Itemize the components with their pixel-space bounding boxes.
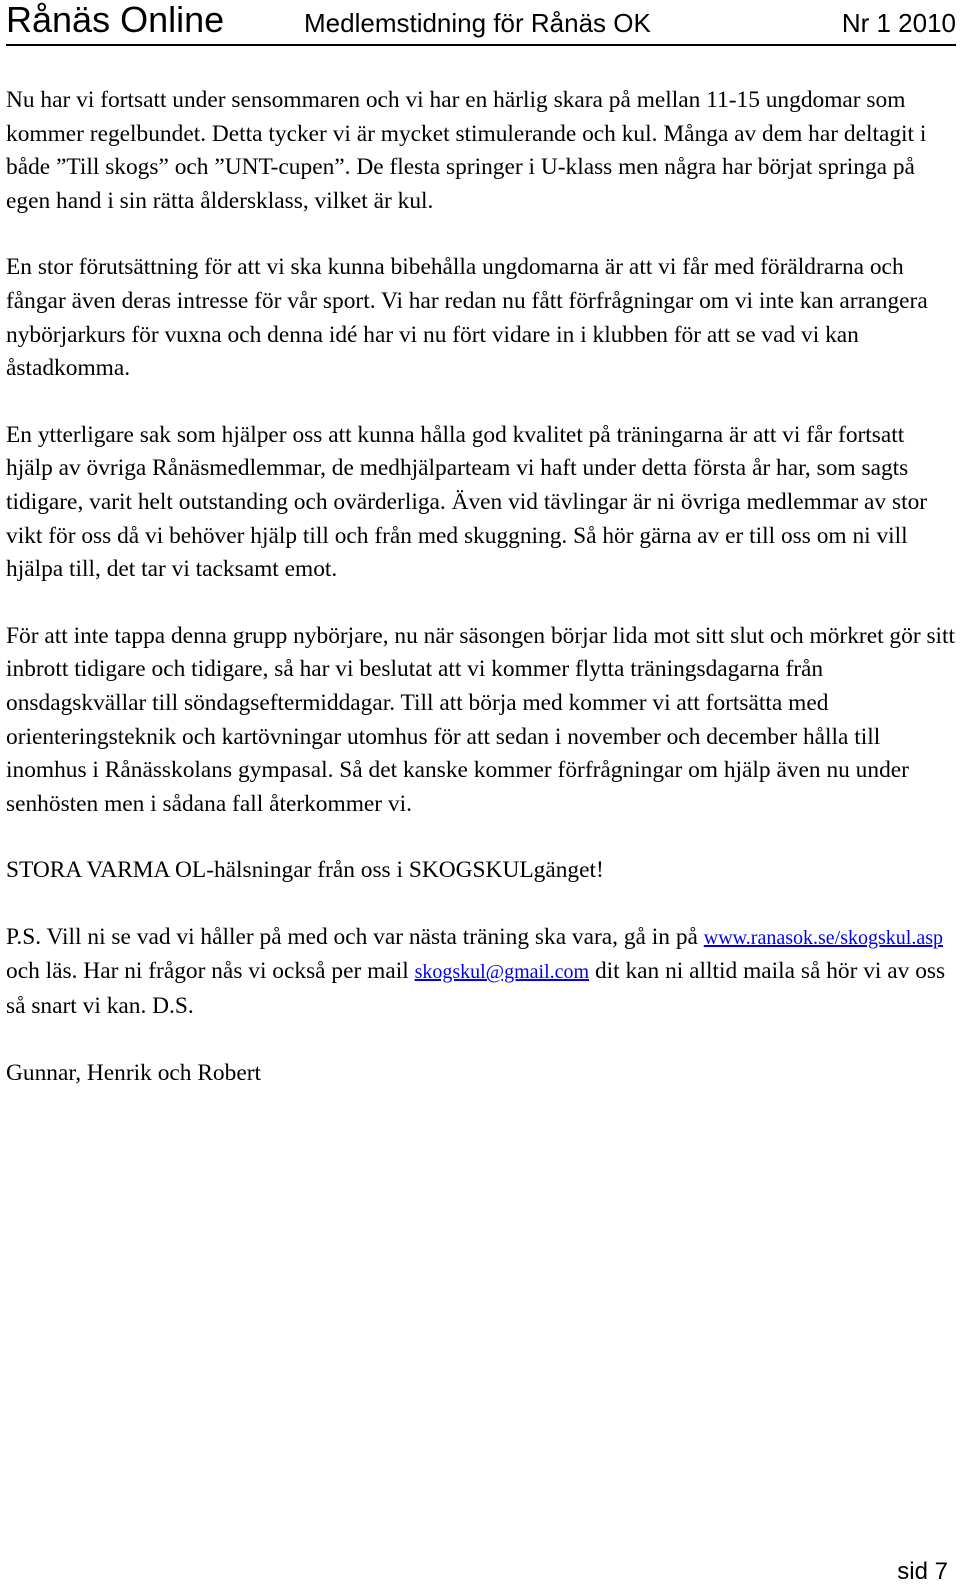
newsletter-subtitle: Medlemstidning för Rånäs OK [304, 8, 651, 38]
greeting-paragraph: STORA VARMA OL-hälsningar från oss i SKOGSKULgänget! [6, 857, 604, 884]
newsletter-title: Rånäs Online [6, 0, 225, 40]
skogskul-website-link[interactable]: www.ranasok.se/skogskul.asp [703, 926, 943, 949]
signature: Gunnar, Henrik och Robert [6, 1059, 261, 1086]
postscript-paragraph [6, 921, 956, 1024]
paragraph-2: En stor förutsättning för att vi ska kunna bibehålla ungdomarna är att vi får med föräldrarna och fångar även deras intresse för vår sport. Vi har redan nu fått förfrågningar om vi inte kan arrangera nybörjarkurs för vuxna och denna idé har vi nu fört vidare in i klubben för att se vad vi kan åstadkomma. [6, 254, 928, 382]
issue-number: Nr 1 2010 [841, 8, 956, 38]
paragraph-1: Nu har vi fortsatt under sensommaren och vi har en härlig skara på mellan 11-15 ungdomar som kommer regelbundet. Detta tycker vi är mycket stimulerande och kul. Många av dem har deltagit i både ”Till skogs” och ”UNT-cupen”. De flesta springer i U-klass men några har börjat springa på egen hand i sin rätta åldersklass, vilket är kul. [6, 87, 927, 214]
page-number: sid 7 [897, 1558, 948, 1585]
article-body [6, 84, 956, 1123]
paragraph-3: En ytterligare sak som hjälper oss att kunna hålla god kvalitet på träningarna är att vi får fortsatt hjälp av övriga Rånäsmedlemmar, de medhjälparteam vi haft under detta första år har, som sagts tidigare, varit helt outstanding och ovärderliga. Även vid tävlingar är ni övriga medlemmar av stor vikt för oss då vi behöver hjälp till och från med skuggning. Så hör gärna av er till oss om ni vill hjälpa till, det tar vi tacksamt emot. [6, 421, 928, 583]
paragraph-4: För att inte tappa denna grupp nybörjare, nu när säsongen börjar lida mot sitt slut och mörkret gör sitt inbrott tidigare och tidigare, så har vi beslutat att vi kommer flytta träningsdagarna från onsdagskvällar till söndagseftermiddagar. Till att börja med kommer vi att fortsätta med orienteringsteknik och kartövningar utomhus för att sedan i november och december hålla till inomhus i Rånässkolans gympasal. Så det kanske kommer förfrågningar om hjälp även nu under senhösten men i sådana fall återkommer vi. [6, 622, 956, 817]
postscript-middle: och läs. Har ni frågor nås vi också per mail [6, 958, 415, 985]
postscript-intro: P.S. Vill ni se vad vi håller på med och var nästa träning ska vara, gå in på [6, 923, 704, 950]
email-link[interactable]: skogskul@gmail.com [414, 961, 590, 984]
postscript-outro: dit kan ni alltid maila så hör vi av oss så snart vi kan. D.S. [6, 958, 946, 1020]
page-header [6, 0, 956, 46]
